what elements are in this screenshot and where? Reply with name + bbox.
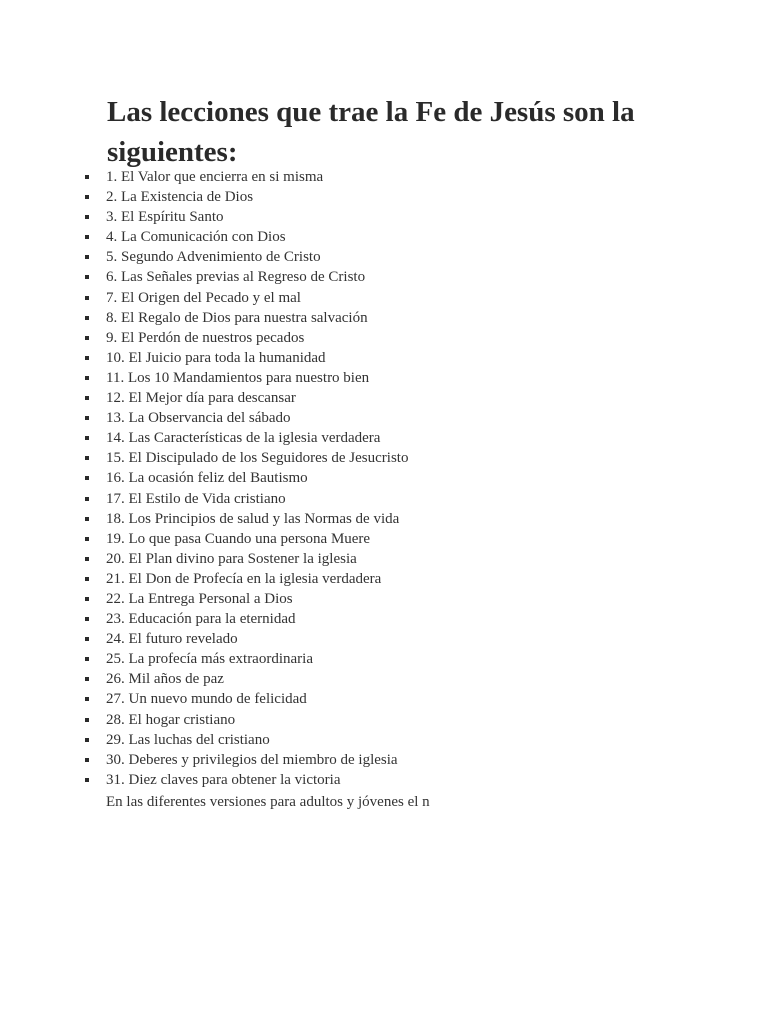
square-bullet-icon bbox=[85, 396, 89, 400]
list-item bbox=[0, 408, 768, 428]
list-item-text: 11. Los 10 Mandamientos para nuestro bien bbox=[106, 369, 370, 386]
list-item bbox=[0, 448, 768, 468]
list-item-text: 30. Deberes y privilegios del miembro de iglesia bbox=[106, 751, 398, 768]
list-item bbox=[0, 750, 768, 770]
list-item bbox=[0, 649, 768, 669]
list-item-text: 18. Los Principios de salud y las Normas de vida bbox=[106, 510, 400, 527]
square-bullet-icon bbox=[85, 738, 89, 742]
list-item bbox=[0, 569, 768, 589]
list-item-text: 27. Un nuevo mundo de felicidad bbox=[106, 691, 307, 708]
page-title: Las lecciones que trae la Fe de Jesús son la siguientes: bbox=[107, 96, 635, 168]
square-bullet-icon bbox=[85, 697, 89, 701]
square-bullet-icon bbox=[85, 296, 89, 300]
list-item bbox=[0, 629, 768, 649]
square-bullet-icon bbox=[85, 758, 89, 762]
list-item-text: 8. El Regalo de Dios para nuestra salvación bbox=[106, 309, 368, 326]
square-bullet-icon bbox=[85, 255, 89, 259]
square-bullet-icon bbox=[85, 456, 89, 460]
list-item bbox=[0, 288, 768, 308]
list-item bbox=[0, 247, 768, 267]
square-bullet-icon bbox=[85, 637, 89, 641]
list-item bbox=[0, 710, 768, 730]
list-item bbox=[0, 468, 768, 488]
list-item-text: 3. El Espíritu Santo bbox=[106, 209, 224, 226]
list-item bbox=[0, 348, 768, 368]
list-item bbox=[0, 388, 768, 408]
square-bullet-icon bbox=[85, 657, 89, 661]
square-bullet-icon bbox=[85, 677, 89, 681]
list-item-text: 28. El hogar cristiano bbox=[106, 711, 236, 728]
square-bullet-icon bbox=[85, 235, 89, 239]
list-item-text: 25. La profecía más extraordinaria bbox=[106, 651, 313, 668]
list-item bbox=[0, 589, 768, 609]
list-item bbox=[0, 730, 768, 750]
list-item-text: 9. El Perdón de nuestros pecados bbox=[106, 329, 305, 346]
list-item-text: 6. Las Señales previas al Regreso de Cristo bbox=[106, 269, 366, 286]
list-item-text: 16. La ocasión feliz del Bautismo bbox=[106, 470, 308, 487]
list-item-text: 15. El Discipulado de los Seguidores de Jesucristo bbox=[106, 450, 409, 467]
list-item bbox=[0, 489, 768, 509]
list-item-text: 29. Las luchas del cristiano bbox=[106, 731, 270, 748]
list-item-text: 2. La Existencia de Dios bbox=[106, 189, 254, 206]
list-item-text: 4. La Comunicación con Dios bbox=[106, 229, 286, 246]
list-item-text: 14. Las Características de la iglesia verdadera bbox=[106, 430, 381, 447]
square-bullet-icon bbox=[85, 356, 89, 360]
list-item-text: 20. El Plan divino para Sostener la iglesia bbox=[106, 550, 357, 567]
square-bullet-icon bbox=[85, 577, 89, 581]
list-item bbox=[0, 308, 768, 328]
list-item bbox=[0, 669, 768, 689]
list-item bbox=[0, 328, 768, 348]
list-item bbox=[0, 207, 768, 227]
list-item-text: 17. El Estilo de Vida cristiano bbox=[106, 490, 286, 507]
truncated-paragraph: En las diferentes versiones para adultos y jóvenes el n bbox=[106, 794, 430, 810]
list-item-text: 26. Mil años de paz bbox=[106, 671, 224, 688]
list-item bbox=[0, 187, 768, 207]
list-item-text: 10. El Juicio para toda la humanidad bbox=[106, 349, 326, 366]
square-bullet-icon bbox=[85, 617, 89, 621]
square-bullet-icon bbox=[85, 778, 89, 782]
list-item bbox=[0, 529, 768, 549]
list-item bbox=[0, 549, 768, 569]
square-bullet-icon bbox=[85, 497, 89, 501]
square-bullet-icon bbox=[85, 215, 89, 219]
list-item-text: 24. El futuro revelado bbox=[106, 631, 238, 648]
square-bullet-icon bbox=[85, 275, 89, 279]
square-bullet-icon bbox=[85, 537, 89, 541]
list-item-text: 23. Educación para la eternidad bbox=[106, 611, 296, 628]
list-item-text: 12. El Mejor día para descansar bbox=[106, 390, 296, 407]
lessons-list bbox=[0, 167, 768, 790]
square-bullet-icon bbox=[85, 376, 89, 380]
list-item bbox=[0, 428, 768, 448]
square-bullet-icon bbox=[85, 557, 89, 561]
square-bullet-icon bbox=[85, 597, 89, 601]
list-item bbox=[0, 368, 768, 388]
list-item-text: 5. Segundo Advenimiento de Cristo bbox=[106, 249, 321, 266]
square-bullet-icon bbox=[85, 195, 89, 199]
list-item bbox=[0, 227, 768, 247]
square-bullet-icon bbox=[85, 718, 89, 722]
list-item bbox=[0, 689, 768, 709]
list-item bbox=[0, 609, 768, 629]
list-item-text: 7. El Origen del Pecado y el mal bbox=[106, 289, 301, 306]
square-bullet-icon bbox=[85, 316, 89, 320]
list-item-text: 1. El Valor que encierra en si misma bbox=[106, 169, 324, 185]
list-item bbox=[0, 267, 768, 287]
square-bullet-icon bbox=[85, 517, 89, 521]
list-item bbox=[0, 770, 768, 790]
square-bullet-icon bbox=[85, 476, 89, 480]
list-item-text: 31. Diez claves para obtener la victoria bbox=[106, 771, 341, 788]
list-item bbox=[0, 509, 768, 529]
square-bullet-icon bbox=[85, 436, 89, 440]
list-item-text: 22. La Entrega Personal a Dios bbox=[106, 590, 293, 607]
list-item-text: 19. Lo que pasa Cuando una persona Muere bbox=[106, 530, 371, 547]
square-bullet-icon bbox=[85, 416, 89, 420]
square-bullet-icon bbox=[85, 336, 89, 340]
square-bullet-icon bbox=[85, 175, 89, 179]
list-item-text: 13. La Observancia del sábado bbox=[106, 410, 291, 427]
list-item-text: 21. El Don de Profecía en la iglesia verdadera bbox=[106, 570, 382, 587]
list-item bbox=[0, 167, 768, 187]
